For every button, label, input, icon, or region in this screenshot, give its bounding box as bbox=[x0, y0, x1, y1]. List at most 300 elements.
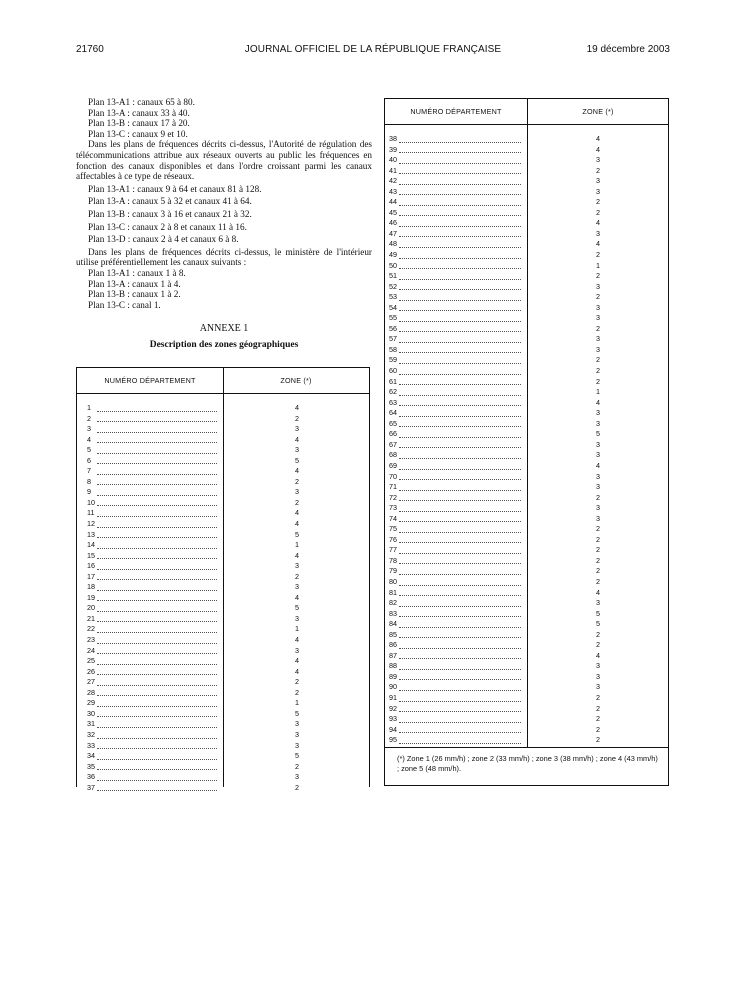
zone-value: 2 bbox=[295, 687, 299, 697]
departement-number: 6 bbox=[87, 455, 91, 465]
zone-value: 3 bbox=[596, 598, 600, 608]
table-row bbox=[385, 725, 668, 736]
page-header bbox=[76, 44, 670, 60]
departement-number: 10 bbox=[87, 497, 95, 507]
departement-number: 5 bbox=[87, 445, 91, 455]
table-row bbox=[77, 519, 369, 530]
table-row bbox=[385, 630, 668, 641]
departement-number: 16 bbox=[87, 561, 95, 571]
table-row bbox=[77, 603, 369, 614]
zone-value: 5 bbox=[295, 455, 299, 465]
departement-number: 41 bbox=[389, 165, 397, 175]
zone-value: 3 bbox=[596, 513, 600, 523]
column-header-zone: ZONE (*) bbox=[582, 107, 614, 116]
departement-number: 30 bbox=[87, 708, 95, 718]
departement-number: 65 bbox=[389, 418, 397, 428]
departement-number: 14 bbox=[87, 540, 95, 550]
table-row bbox=[77, 751, 369, 762]
departement-number: 80 bbox=[389, 576, 397, 586]
table-row bbox=[385, 461, 668, 472]
zone-value: 2 bbox=[596, 724, 600, 734]
zone-value: 3 bbox=[596, 503, 600, 513]
table-row bbox=[77, 762, 369, 773]
departement-number: 38 bbox=[389, 134, 397, 143]
table-row bbox=[385, 450, 668, 461]
departement-number: 43 bbox=[389, 186, 397, 196]
departement-number: 8 bbox=[87, 476, 91, 486]
zone-value: 4 bbox=[295, 592, 299, 602]
departement-number: 13 bbox=[87, 529, 95, 539]
table-row bbox=[77, 772, 369, 783]
zone-value: 2 bbox=[295, 476, 299, 486]
zone-value: 5 bbox=[596, 608, 600, 618]
zone-value: 3 bbox=[596, 482, 600, 492]
departement-number: 23 bbox=[87, 635, 95, 645]
zone-value: 5 bbox=[596, 619, 600, 629]
table-row bbox=[77, 709, 369, 720]
table-row bbox=[385, 735, 668, 746]
table-row bbox=[77, 424, 369, 435]
table-row bbox=[385, 577, 668, 588]
table-row bbox=[77, 487, 369, 498]
departement-number: 44 bbox=[389, 197, 397, 207]
zone-value: 2 bbox=[596, 492, 600, 502]
table-row bbox=[385, 419, 668, 430]
zone-value: 1 bbox=[295, 624, 299, 634]
departement-number: 24 bbox=[87, 645, 95, 655]
departement-number: 7 bbox=[87, 466, 91, 476]
zone-value: 2 bbox=[596, 576, 600, 586]
table-row bbox=[385, 619, 668, 630]
zone-value: 3 bbox=[596, 408, 600, 418]
zone-value: 4 bbox=[596, 239, 600, 249]
zones-table-left bbox=[76, 367, 370, 792]
table-row bbox=[385, 334, 668, 345]
table-row bbox=[77, 551, 369, 562]
zone-value: 3 bbox=[596, 281, 600, 291]
departement-number: 54 bbox=[389, 302, 397, 312]
table-row bbox=[385, 535, 668, 546]
departement-number: 15 bbox=[87, 550, 95, 560]
plan-line: Plan 13-A : canaux 1 à 4. bbox=[88, 278, 181, 289]
departement-number: 36 bbox=[87, 772, 95, 782]
departement-number: 37 bbox=[87, 782, 95, 792]
plan-line: Plan 13-B : canaux 1 à 2. bbox=[88, 289, 181, 300]
table-row bbox=[77, 582, 369, 593]
zone-value: 3 bbox=[596, 228, 600, 238]
table-row bbox=[77, 730, 369, 741]
table-row bbox=[385, 429, 668, 440]
departement-number: 73 bbox=[389, 503, 397, 513]
departement-number: 92 bbox=[389, 703, 397, 713]
table-row bbox=[385, 493, 668, 504]
left-column bbox=[76, 97, 372, 351]
table-row bbox=[385, 503, 668, 514]
table-row bbox=[385, 640, 668, 651]
departement-number: 91 bbox=[389, 692, 397, 702]
publication-date: 19 décembre 2003 bbox=[586, 44, 670, 55]
table-row bbox=[77, 435, 369, 446]
plan-line: Plan 13-B : canaux 3 à 16 et canaux 21 à 32. bbox=[88, 208, 252, 219]
departement-number: 52 bbox=[389, 281, 397, 291]
zone-value: 4 bbox=[596, 144, 600, 154]
table-row bbox=[385, 672, 668, 683]
table-row bbox=[385, 366, 668, 377]
departement-number: 94 bbox=[389, 724, 397, 734]
departement-number: 69 bbox=[389, 460, 397, 470]
zone-value: 3 bbox=[596, 671, 600, 681]
departement-number: 39 bbox=[389, 144, 397, 154]
table-row bbox=[385, 229, 668, 240]
table-row bbox=[77, 719, 369, 730]
table-row bbox=[385, 282, 668, 293]
departement-number: 64 bbox=[389, 408, 397, 418]
table-row bbox=[385, 145, 668, 156]
table-row bbox=[385, 566, 668, 577]
table-row bbox=[385, 682, 668, 693]
table-row bbox=[77, 572, 369, 583]
table-row bbox=[77, 614, 369, 625]
departement-number: 20 bbox=[87, 603, 95, 613]
zone-value: 3 bbox=[295, 740, 299, 750]
departement-number: 19 bbox=[87, 592, 95, 602]
plan-line: Plan 13-C : canaux 9 et 10. bbox=[88, 128, 188, 139]
zone-value: 4 bbox=[596, 460, 600, 470]
zone-value: 3 bbox=[295, 719, 299, 729]
zone-value: 4 bbox=[596, 587, 600, 597]
table-row bbox=[77, 456, 369, 467]
departement-number: 55 bbox=[389, 313, 397, 323]
zone-value: 3 bbox=[596, 344, 600, 354]
zone-value: 2 bbox=[596, 292, 600, 302]
zone-value: 1 bbox=[295, 540, 299, 550]
table-row bbox=[385, 588, 668, 599]
table-row bbox=[385, 187, 668, 198]
zone-value: 4 bbox=[596, 397, 600, 407]
zone-value: 5 bbox=[295, 529, 299, 539]
annexe-subtitle: Description des zones géographiques bbox=[149, 340, 299, 351]
departement-number: 84 bbox=[389, 619, 397, 629]
plan-line: Plan 13-B : canaux 17 à 20. bbox=[88, 118, 190, 129]
departement-number: 3 bbox=[87, 424, 91, 434]
zone-value: 1 bbox=[596, 260, 600, 270]
table-row bbox=[77, 498, 369, 509]
plan-line: Plan 13-D : canaux 2 à 4 et canaux 6 à 8. bbox=[88, 234, 239, 245]
departement-number: 31 bbox=[87, 719, 95, 729]
zone-value: 2 bbox=[596, 366, 600, 376]
zone-value: 3 bbox=[596, 418, 600, 428]
zone-value: 4 bbox=[295, 666, 299, 676]
departement-number: 53 bbox=[389, 292, 397, 302]
zone-value: 2 bbox=[596, 714, 600, 724]
departement-number: 34 bbox=[87, 751, 95, 761]
departement-number: 60 bbox=[389, 366, 397, 376]
departement-number: 48 bbox=[389, 239, 397, 249]
plan-line: Plan 13-A : canaux 33 à 40. bbox=[88, 107, 190, 118]
zone-value: 2 bbox=[295, 413, 299, 423]
table-row bbox=[385, 134, 668, 145]
zone-value: 3 bbox=[596, 682, 600, 692]
departement-number: 74 bbox=[389, 513, 397, 523]
table-row bbox=[385, 609, 668, 620]
zone-value: 3 bbox=[596, 302, 600, 312]
departement-number: 4 bbox=[87, 434, 91, 444]
zone-value: 2 bbox=[295, 677, 299, 687]
column-header-departement: NUMÉRO DÉPARTEMENT bbox=[410, 107, 502, 116]
table-row bbox=[77, 677, 369, 688]
table-row bbox=[385, 704, 668, 715]
departement-number: 61 bbox=[389, 376, 397, 386]
table-row bbox=[385, 482, 668, 493]
plan-line: Plan 13-A1 : canaux 9 à 64 et canaux 81 à 128. bbox=[88, 183, 262, 194]
zone-value: 2 bbox=[596, 250, 600, 260]
table-row bbox=[385, 324, 668, 335]
departement-number: 86 bbox=[389, 640, 397, 650]
table-row bbox=[385, 239, 668, 250]
departement-number: 21 bbox=[87, 613, 95, 623]
table-row bbox=[385, 377, 668, 388]
departement-number: 63 bbox=[389, 397, 397, 407]
table-row bbox=[385, 271, 668, 282]
table-row bbox=[77, 656, 369, 667]
table-row bbox=[385, 250, 668, 261]
zone-value: 2 bbox=[596, 629, 600, 639]
column-header-departement: NUMÉRO DÉPARTEMENT bbox=[104, 376, 196, 385]
table-row bbox=[77, 445, 369, 456]
departement-number: 58 bbox=[389, 344, 397, 354]
departement-number: 87 bbox=[389, 650, 397, 660]
zone-value: 2 bbox=[596, 271, 600, 281]
departement-number: 51 bbox=[389, 271, 397, 281]
departement-number: 82 bbox=[389, 598, 397, 608]
column-header-zone: ZONE (*) bbox=[280, 376, 312, 385]
departement-number: 81 bbox=[389, 587, 397, 597]
zone-value: 3 bbox=[295, 613, 299, 623]
departement-number: 42 bbox=[389, 176, 397, 186]
departement-number: 17 bbox=[87, 571, 95, 581]
departement-number: 26 bbox=[87, 666, 95, 676]
table-row bbox=[385, 440, 668, 451]
zone-value: 3 bbox=[596, 155, 600, 165]
paragraph-ministere: Dans les plans de fréquences décrits ci-dessus, le ministère de l'intérieur utilise préférentiellement les canaux suivants : bbox=[76, 246, 372, 268]
departement-number: 22 bbox=[87, 624, 95, 634]
table-row bbox=[385, 472, 668, 483]
table-row bbox=[385, 303, 668, 314]
departement-number: 2 bbox=[87, 413, 91, 423]
departement-number: 40 bbox=[389, 155, 397, 165]
zone-value: 3 bbox=[596, 186, 600, 196]
departement-number: 18 bbox=[87, 582, 95, 592]
zone-value: 3 bbox=[596, 176, 600, 186]
departement-number: 93 bbox=[389, 714, 397, 724]
paragraph-attribution: Dans les plans de fréquences décrits ci-dessus, l'Autorité de régulation des télécommunications attribue aux réseaux ouverts au public les fréquences en fonction des canaux disponibles et dans l'ordre croissant parmi les canaux affectables à ce type de réseaux. bbox=[76, 139, 372, 182]
table-row bbox=[77, 688, 369, 699]
table-row bbox=[385, 208, 668, 219]
table-row bbox=[385, 651, 668, 662]
table-row bbox=[77, 466, 369, 477]
zone-value: 4 bbox=[295, 550, 299, 560]
table-row bbox=[77, 635, 369, 646]
table-row bbox=[385, 197, 668, 208]
zone-value: 2 bbox=[295, 571, 299, 581]
zone-value: 2 bbox=[596, 207, 600, 217]
table-row bbox=[77, 477, 369, 488]
departement-number: 57 bbox=[389, 334, 397, 344]
zone-value: 3 bbox=[295, 582, 299, 592]
table-row bbox=[77, 593, 369, 604]
departement-number: 32 bbox=[87, 729, 95, 739]
departement-number: 27 bbox=[87, 677, 95, 687]
table-row bbox=[385, 218, 668, 229]
plan-line: Plan 13-A1 : canaux 65 à 80. bbox=[88, 97, 195, 107]
table-row bbox=[77, 540, 369, 551]
zone-value: 2 bbox=[596, 323, 600, 333]
table-row bbox=[385, 524, 668, 535]
departement-number: 85 bbox=[389, 629, 397, 639]
zone-value: 2 bbox=[596, 735, 600, 745]
departement-number: 71 bbox=[389, 482, 397, 492]
zone-value: 1 bbox=[295, 698, 299, 708]
table-footnote: (*) Zone 1 (26 mm/h) ; zone 2 (33 mm/h) ; zone 3 (38 mm/h) ; zone 4 (43 mm/h) ; zone 5 (48 mm/h). bbox=[385, 747, 668, 785]
zone-value: 4 bbox=[295, 403, 299, 412]
table-row bbox=[385, 155, 668, 166]
departement-number: 33 bbox=[87, 740, 95, 750]
table-row bbox=[77, 646, 369, 657]
zone-value: 5 bbox=[596, 429, 600, 439]
zone-value: 2 bbox=[596, 376, 600, 386]
zone-value: 2 bbox=[596, 692, 600, 702]
zone-value: 5 bbox=[295, 751, 299, 761]
departement-number: 66 bbox=[389, 429, 397, 439]
zone-value: 3 bbox=[596, 439, 600, 449]
zone-value: 2 bbox=[596, 640, 600, 650]
table-row bbox=[77, 561, 369, 572]
departement-number: 79 bbox=[389, 566, 397, 576]
zone-value: 4 bbox=[596, 134, 600, 143]
table-row bbox=[77, 403, 369, 414]
table-row bbox=[77, 783, 369, 794]
zone-value: 2 bbox=[596, 566, 600, 576]
zone-value: 3 bbox=[596, 661, 600, 671]
zone-value: 2 bbox=[596, 703, 600, 713]
departement-number: 1 bbox=[87, 403, 91, 412]
table-row bbox=[385, 313, 668, 324]
departement-number: 29 bbox=[87, 698, 95, 708]
table-row bbox=[385, 345, 668, 356]
departement-number: 75 bbox=[389, 524, 397, 534]
departement-number: 46 bbox=[389, 218, 397, 228]
table-row bbox=[385, 355, 668, 366]
table-row bbox=[77, 698, 369, 709]
zone-value: 2 bbox=[596, 165, 600, 175]
departement-number: 62 bbox=[389, 387, 397, 397]
zone-value: 3 bbox=[596, 334, 600, 344]
departement-number: 47 bbox=[389, 228, 397, 238]
zone-value: 3 bbox=[596, 471, 600, 481]
journal-title: JOURNAL OFFICIEL DE LA RÉPUBLIQUE FRANÇAISE bbox=[244, 44, 502, 55]
zone-value: 3 bbox=[295, 487, 299, 497]
plan-line: Plan 13-A : canaux 5 à 32 et canaux 41 à 64. bbox=[88, 196, 252, 207]
table-row bbox=[385, 693, 668, 704]
table-row bbox=[385, 514, 668, 525]
zone-value: 4 bbox=[295, 656, 299, 666]
table-row bbox=[77, 624, 369, 635]
plan-line: Plan 13-C : canal 1. bbox=[88, 299, 161, 310]
zone-value: 3 bbox=[596, 450, 600, 460]
departement-number: 35 bbox=[87, 761, 95, 771]
table-row bbox=[77, 508, 369, 519]
table-row bbox=[385, 398, 668, 409]
zone-value: 2 bbox=[596, 524, 600, 534]
table-row bbox=[385, 545, 668, 556]
departement-number: 11 bbox=[87, 508, 95, 518]
departement-number: 88 bbox=[389, 661, 397, 671]
table-row bbox=[385, 661, 668, 672]
departement-number: 56 bbox=[389, 323, 397, 333]
zone-value: 4 bbox=[295, 519, 299, 529]
zone-value: 2 bbox=[596, 534, 600, 544]
table-row bbox=[385, 387, 668, 398]
zone-value: 4 bbox=[295, 466, 299, 476]
table-row bbox=[385, 292, 668, 303]
zone-value: 2 bbox=[295, 782, 299, 792]
departement-number: 49 bbox=[389, 250, 397, 260]
table-row bbox=[385, 261, 668, 272]
departement-number: 95 bbox=[389, 735, 397, 745]
departement-number: 50 bbox=[389, 260, 397, 270]
zone-value: 4 bbox=[295, 508, 299, 518]
zone-value: 3 bbox=[295, 772, 299, 782]
table-body bbox=[77, 403, 369, 793]
departement-number: 70 bbox=[389, 471, 397, 481]
table-body bbox=[385, 134, 668, 746]
annexe-title: ANNEXE 1 bbox=[199, 323, 249, 335]
departement-number: 28 bbox=[87, 687, 95, 697]
zone-value: 4 bbox=[596, 218, 600, 228]
zone-value: 3 bbox=[295, 445, 299, 455]
departement-number: 59 bbox=[389, 355, 397, 365]
departement-number: 67 bbox=[389, 439, 397, 449]
departement-number: 89 bbox=[389, 671, 397, 681]
departement-number: 45 bbox=[389, 207, 397, 217]
page-number: 21760 bbox=[76, 44, 104, 55]
table-row bbox=[77, 530, 369, 541]
departement-number: 76 bbox=[389, 534, 397, 544]
zones-table-right bbox=[384, 98, 669, 786]
zone-value: 5 bbox=[295, 708, 299, 718]
table-row bbox=[77, 667, 369, 678]
zone-value: 3 bbox=[295, 729, 299, 739]
table-row bbox=[385, 408, 668, 419]
departement-number: 77 bbox=[389, 545, 397, 555]
table-row bbox=[77, 741, 369, 752]
plan-line: Plan 13-A1 : canaux 1 à 8. bbox=[88, 267, 186, 278]
table-row bbox=[385, 714, 668, 725]
zone-value: 2 bbox=[295, 761, 299, 771]
table-row bbox=[77, 414, 369, 425]
departement-number: 68 bbox=[389, 450, 397, 460]
zone-value: 3 bbox=[596, 313, 600, 323]
zone-value: 2 bbox=[596, 555, 600, 565]
zone-value: 2 bbox=[295, 497, 299, 507]
zone-value: 3 bbox=[295, 424, 299, 434]
departement-number: 78 bbox=[389, 555, 397, 565]
plan-line: Plan 13-C : canaux 2 à 8 et canaux 11 à 16. bbox=[88, 221, 247, 232]
departement-number: 83 bbox=[389, 608, 397, 618]
zone-value: 2 bbox=[596, 545, 600, 555]
table-row bbox=[385, 166, 668, 177]
zone-value: 4 bbox=[295, 434, 299, 444]
